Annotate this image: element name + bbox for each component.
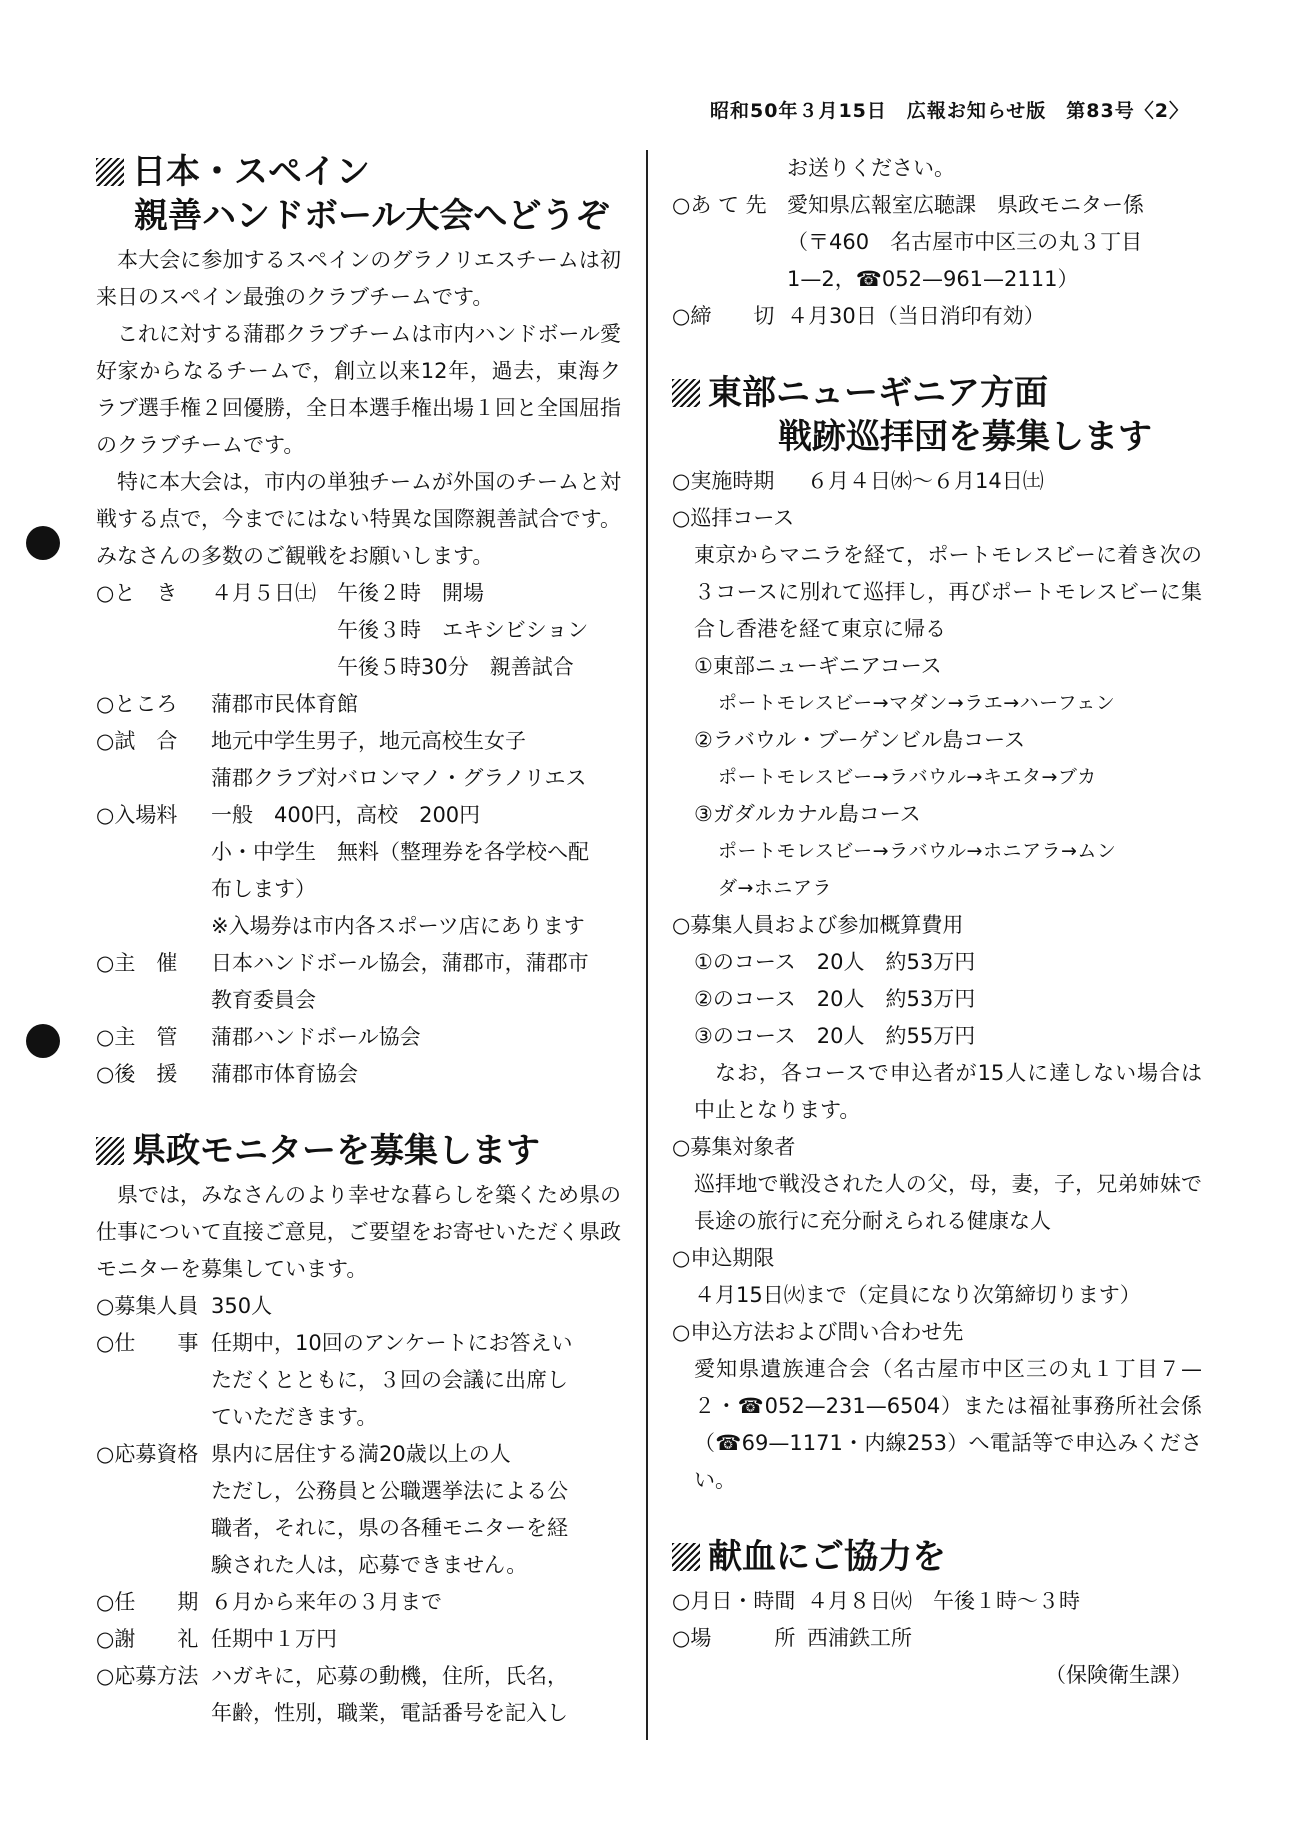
hatch-icon (672, 379, 700, 407)
monitor-item-work (96, 1325, 621, 1436)
item-label: ○月日・時間 (672, 1589, 796, 1613)
handball-article (96, 150, 621, 1093)
item-value: 蒲郡市体育協会 (211, 1062, 358, 1086)
handball-item-date (96, 575, 621, 686)
item-label: ○と き (96, 581, 178, 605)
monitor-item-count (96, 1288, 621, 1325)
item-label: ○あ て 先 (672, 193, 767, 217)
item-value: 職者，それに，県の各種モニターを経 (211, 1516, 568, 1540)
item-value: ６月から来年の３月まで (211, 1590, 442, 1614)
hatch-icon (96, 1137, 124, 1165)
item-label: ○入場料 (96, 803, 178, 827)
item-value: ただし，公務員と公職選挙法による公 (211, 1479, 568, 1503)
item-value: ていただきます。 (211, 1405, 378, 1429)
cost-line: ①のコース 20人 約53万円 (694, 950, 976, 974)
item-value: 年齢，性別，職業，電話番号を記入し (211, 1701, 568, 1725)
item-value: 愛知県広報室広聴課 県政モニター係 (787, 193, 1144, 217)
course-route: ダ→ホニアラ (718, 877, 832, 899)
item-value: 午後５時30分 親善試合 (211, 655, 574, 679)
handball-title-line1: 日本・スペイン (132, 152, 370, 192)
item-value: ６月４日㈬～６月14日㈯ (807, 469, 1044, 493)
course-route: ポートモレスビー→マダン→ラエ→ハーフェン (718, 692, 1116, 714)
newguinea-title-line2: 戦跡巡拝団を募集します (778, 417, 1152, 457)
cost-note: なお，各コースで申込者が15人に達しない場合は中止となります。 (694, 1061, 1202, 1122)
monitor-item-address (672, 187, 1202, 298)
item-value: ４月５日㈯ 午後２時 開場 (211, 581, 484, 605)
cost-line: ②のコース 20人 約53万円 (694, 987, 976, 1011)
handball-item-fee (96, 797, 621, 945)
monitor-item-term (96, 1584, 621, 1621)
monitor-article (96, 1129, 621, 1732)
item-label: ○申込期限 (672, 1246, 775, 1270)
blood-title (672, 1535, 1202, 1579)
handball-item-organizer (96, 1019, 621, 1056)
item-value: ４月30日（当日消印有効） (787, 304, 1045, 328)
right-column (672, 150, 1202, 1694)
item-value: 任期中，10回のアンケートにお答えい (211, 1331, 573, 1355)
item-value: 午後３時 エキシビション (211, 618, 589, 642)
monitor-title-text: 県政モニターを募集します (132, 1131, 540, 1171)
target-text: 巡拝地で戦没された人の父，母，妻，子，兄弟姉妹で長途の旅行に充分耐えられる健康な人 (694, 1172, 1202, 1233)
item-value: 日本ハンドボール協会，蒲郡市，蒲郡市 (211, 951, 589, 975)
item-value: 1—2，☎052—961—2111） (787, 267, 1079, 291)
blood-article (672, 1535, 1202, 1694)
item-label: ○主 管 (96, 1025, 178, 1049)
item-value: 蒲郡ハンドボール協会 (211, 1025, 421, 1049)
item-label: ○巡拝コース (672, 506, 795, 530)
item-value: 西浦鉄工所 (807, 1626, 912, 1650)
course-name: ③ガダルカナル島コース (694, 802, 921, 826)
course-name: ②ラバウル・ブーゲンビル島コース (694, 728, 1026, 752)
item-label: ○申込方法および問い合わせ先 (672, 1320, 964, 1344)
item-value: 地元中学生男子，地元高校生女子 (211, 729, 526, 753)
item-value: 350人 (211, 1294, 273, 1318)
newguinea-course-text: 東京からマニラを経て，ポートモレスビーに着き次の３コースに別れて巡拝し，再びポートモレスビーに集合し香港を経て東京に帰る (694, 543, 1202, 641)
blood-item-date (672, 1583, 1202, 1620)
handball-item-match (96, 723, 621, 797)
item-label: ○任 期 (96, 1590, 199, 1614)
newguinea-article (672, 371, 1202, 1499)
item-label: ○募集人員および参加概算費用 (672, 913, 964, 937)
item-value: 県内に居住する満20歳以上の人 (211, 1442, 511, 1466)
handball-paragraph: これに対する蒲郡クラブチームは市内ハンドボール愛好家からなるチームで，創立以来12年，過去，東海クラブ選手権２回優勝，全日本選手権出場１回と全国屈指のクラブチームです。 (96, 322, 621, 457)
handball-title (96, 150, 621, 238)
item-value: お送りください。 (787, 156, 955, 180)
hatch-icon (96, 158, 124, 186)
monitor-continuation (672, 150, 1202, 187)
item-label: ○ところ (96, 692, 178, 716)
item-value: ただくとともに，３回の会議に出席し (211, 1368, 568, 1392)
left-column (96, 150, 621, 1732)
handball-paragraph: 特に本大会は，市内の単独チームが外国のチームと対戦する点で，今までにはない特異な国際親善試合です。みなさんの多数のご観戦をお願いします。 (96, 470, 621, 568)
item-value: 任期中１万円 (211, 1627, 337, 1651)
monitor-item-method (96, 1658, 621, 1732)
item-value: 教育委員会 (211, 988, 316, 1012)
blood-title-text: 献血にご協力を (708, 1537, 946, 1577)
item-value: 験された人は，応募できません。 (211, 1553, 528, 1577)
item-value: 蒲郡クラブ対バロンマノ・グラノリエス (211, 766, 587, 790)
newguinea-deadline-label (672, 1240, 1202, 1277)
page-header: 昭和50年３月15日 広報お知らせ版 第83号〈2〉 (710, 100, 1189, 122)
course-name: ①東部ニューギニアコース (694, 654, 942, 678)
item-label: ○試 合 (96, 729, 178, 753)
handball-title-line2: 親善ハンドボール大会へどうぞ (134, 196, 610, 236)
item-label: ○締 切 (672, 304, 775, 328)
item-value: 小・中学生 無料（整理券を各学校へ配 (211, 840, 589, 864)
punch-hole-bottom (26, 1024, 60, 1058)
handball-paragraph: 本大会に参加するスペインのグラノリエスチームは初来日のスペイン最強のクラブチームです。 (96, 248, 621, 309)
item-label: ○場 所 (672, 1626, 796, 1650)
item-label: ○後 援 (96, 1062, 178, 1086)
course-route: ポートモレスビー→ラバウル→キエタ→ブカ (718, 766, 1097, 788)
item-value: 蒲郡市民体育館 (211, 692, 358, 716)
monitor-paragraph: 県では，みなさんのより幸せな暮らしを築くため県の仕事について直接ご意見，ご要望をお寄せいただく県政モニターを募集しています。 (96, 1183, 621, 1281)
item-value: 一般 400円，高校 200円 (211, 803, 481, 827)
newguinea-cost-label (672, 907, 1202, 944)
monitor-item-deadline (672, 298, 1202, 335)
cost-line: ③のコース 20人 約55万円 (694, 1024, 976, 1048)
item-label: ○謝 礼 (96, 1627, 199, 1651)
hatch-icon (672, 1543, 700, 1571)
handball-item-host (96, 945, 621, 1019)
item-value: ※入場券は市内各スポーツ店にあります (211, 914, 585, 938)
deadline-text: ４月15日㈫まで（定員になり次第締切ります） (694, 1283, 1141, 1307)
item-value: ４月８日㈫ 午後１時～３時 (807, 1589, 1080, 1613)
item-value: （〒460 名古屋市中区三の丸３丁目 (787, 230, 1143, 254)
course-route: ポートモレスビー→ラバウル→ホニアラ→ムン (718, 840, 1117, 862)
newguinea-title (672, 371, 1202, 459)
newguinea-period (672, 463, 1202, 500)
monitor-title (96, 1129, 621, 1173)
item-label: ○応募方法 (96, 1664, 199, 1688)
newguinea-apply-label (672, 1314, 1202, 1351)
newguinea-course-label (672, 500, 1202, 537)
column-divider (646, 150, 648, 1740)
monitor-item-qualification (96, 1436, 621, 1584)
item-value: ハガキに，応募の動機，住所，氏名， (211, 1664, 568, 1688)
newguinea-title-line1: 東部ニューギニア方面 (708, 373, 1048, 413)
blood-item-place (672, 1620, 1202, 1657)
item-value: 布します） (211, 877, 316, 901)
department-note: （保険衛生課） (1045, 1663, 1192, 1687)
item-label: ○募集対象者 (672, 1135, 796, 1159)
handball-item-support (96, 1056, 621, 1093)
monitor-item-reward (96, 1621, 621, 1658)
handball-item-place (96, 686, 621, 723)
item-label: ○応募資格 (96, 1442, 199, 1466)
item-label: ○仕 事 (96, 1331, 199, 1355)
newguinea-target-label (672, 1129, 1202, 1166)
item-label: ○募集人員 (96, 1294, 199, 1318)
punch-hole-top (26, 526, 60, 560)
item-label: ○実施時期 (672, 469, 775, 493)
item-label: ○主 催 (96, 951, 178, 975)
apply-text: 愛知県遺族連合会（名古屋市中区三の丸１丁目７—２・☎052—231—6504）または福祉事務所社会係（☎69—1171・内線253）へ電話等で申込みください。 (694, 1357, 1202, 1492)
